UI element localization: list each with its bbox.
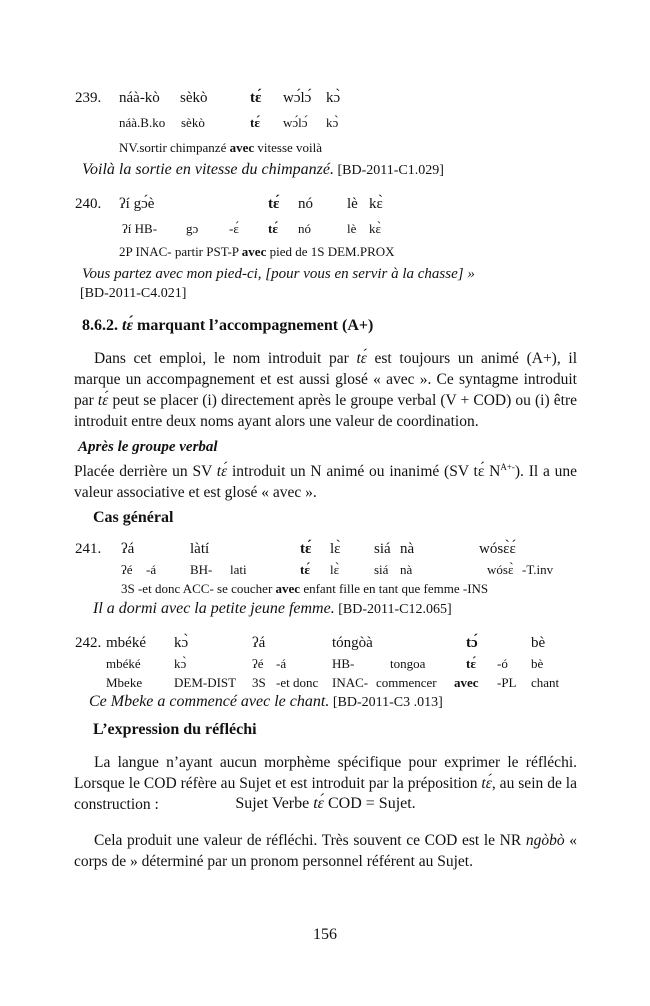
subheading: Après le groupe verbal <box>78 439 218 455</box>
gloss-word: wósɛ̀ɛ́ <box>479 541 516 557</box>
gloss-word: Mbeke <box>106 675 143 690</box>
gloss-word-te: tɛ́ <box>250 90 262 106</box>
translation <box>89 693 443 711</box>
morph-word: wósɛ̀ <box>487 562 514 577</box>
text-run: Cela produit une valeur de réfléchi. Très souvent ce COD est le NR <box>94 832 526 849</box>
gloss-word: làtí <box>190 541 210 557</box>
page-number: 156 <box>313 926 337 943</box>
translation <box>93 600 452 618</box>
section-number: 8.6.2. <box>82 317 118 334</box>
gloss-word: bè <box>531 635 546 651</box>
gloss-text: enfant fille en tant que femme -INS <box>300 581 489 596</box>
gloss-word: ʔí gɔ́è <box>119 196 155 212</box>
morph-word: lati <box>230 562 247 577</box>
morph-word-te: tɛ́ <box>466 656 476 671</box>
reference: [BD-2011-C12.065] <box>334 602 452 617</box>
gloss-word: lɛ̀ <box>330 541 341 557</box>
superscript: A+- <box>500 462 515 472</box>
morph-word: lɛ̀ <box>330 562 340 577</box>
paragraph <box>74 457 577 503</box>
formula <box>74 795 577 813</box>
gloss-word: kɛ̀ <box>369 196 383 212</box>
morph-word: kɔ̀ <box>174 656 187 671</box>
morph-word: -ɛ́ <box>229 221 239 236</box>
morph-word: BH- <box>190 562 213 577</box>
text-run: Placée derrière un SV <box>74 463 217 481</box>
example-number: 239. <box>75 90 102 106</box>
translation: Vous partez avec mon pied-ci, [pour vous en servir à la chasse] » <box>82 266 475 282</box>
gloss-line <box>121 581 488 597</box>
paragraph-text <box>74 830 577 872</box>
section-term: tɛ́ <box>122 317 134 334</box>
morph-word: wɔ́lɔ́ <box>283 115 308 130</box>
gloss-word: náà-kò <box>119 90 160 106</box>
morph-word: sèkò <box>181 115 205 130</box>
morph-word: -T.inv <box>522 562 554 577</box>
term-te: tɛ́ <box>313 795 324 812</box>
paragraph <box>74 348 577 432</box>
text-run: « corps de » déterminé par un pronom personnel référent au Sujet. <box>74 832 577 870</box>
text-run: est toujours un animé (A+), il marque un accompagnement et est aussi glosé « avec ». Ce syntagme introduit par <box>74 350 577 409</box>
gloss-word: siá <box>374 541 391 557</box>
text-run: introduit un N animé ou inanimé (SV tɛ́ N <box>227 463 501 481</box>
morph-word: ʔí HB- <box>122 221 158 236</box>
gloss-avec: avec <box>454 675 479 690</box>
gloss-text: NV.sortir chimpanzé <box>119 140 230 155</box>
morph-word: tongoa <box>390 656 426 671</box>
term-te: tɛ́ <box>481 775 492 792</box>
gloss-word: kɔ̀ <box>326 90 341 106</box>
translation-text: Ce Mbeke a commencé avec le chant. <box>89 693 330 710</box>
morph-word: nó <box>298 221 311 236</box>
translation-text: Voilà la sortie en vitesse du chimpanzé. <box>82 161 334 178</box>
morph-word: kɛ̀ <box>369 221 381 236</box>
gloss-word: DEM-DIST <box>174 675 237 690</box>
term-ngobo: ngòbò <box>525 832 565 849</box>
morph-word: ʔé <box>252 656 264 671</box>
paragraph-text <box>74 348 577 432</box>
gloss-word: INAC- <box>332 675 369 690</box>
gloss-avec: avec <box>241 244 267 259</box>
text-run: COD = Sujet. <box>323 795 416 812</box>
subheading: L’expression du réfléchi <box>93 721 257 738</box>
morph-word: siá <box>374 562 389 577</box>
gloss-word: ʔá <box>121 541 135 557</box>
gloss-word: sèkò <box>180 90 208 106</box>
gloss-word: mbéké <box>106 635 146 651</box>
gloss-word: -et donc <box>276 675 319 690</box>
gloss-line <box>119 244 395 260</box>
reference: [BD-2011-C3 .013] <box>329 695 443 710</box>
gloss-word: nà <box>400 541 415 557</box>
gloss-word: ʔá <box>252 635 266 651</box>
gloss-word: tóngòà <box>332 635 373 651</box>
gloss-word-te: tɛ́ <box>268 196 280 212</box>
subheading: Cas général <box>93 509 174 526</box>
section-heading <box>82 317 373 335</box>
text-run: , au sein de la construction : <box>74 775 577 813</box>
gloss-text: 2P INAC- partir PST-P <box>119 244 242 259</box>
translation-text: Il a dormi avec la petite jeune femme. <box>93 600 335 617</box>
text-run: Sujet Verbe <box>235 795 314 812</box>
gloss-word: wɔ́lɔ́ <box>283 90 312 106</box>
gloss-line <box>119 140 322 156</box>
gloss-word: commencer <box>376 675 437 690</box>
gloss-word: kɔ̀ <box>174 635 189 651</box>
gloss-word-te: tɛ́ <box>300 541 312 557</box>
morph-word-te: tɛ́ <box>250 115 260 130</box>
paragraph-text <box>74 457 577 503</box>
term-te: tɛ́ <box>216 463 228 481</box>
morph-word: gɔ <box>186 221 199 236</box>
gloss-word-te: tɔ́ <box>466 635 478 651</box>
gloss-word: lè <box>347 196 358 212</box>
translation <box>82 161 444 179</box>
term-te: tɛ́ <box>356 350 367 367</box>
gloss-word: chant <box>531 675 560 690</box>
morph-word-te: tɛ́ <box>268 221 278 236</box>
morph-word: náà.B.ko <box>119 115 166 130</box>
text-run: peut se placer (i) directement après le groupe verbal (V + COD) ou (i) être introduit entre deux noms ayant alors une valeur de coordination. <box>74 392 577 430</box>
gloss-word: nó <box>298 196 313 212</box>
morph-word: nà <box>400 562 413 577</box>
morph-word: lè <box>347 221 357 236</box>
morph-word-te: tɛ́ <box>300 562 310 577</box>
reference: [BD-2011-C1.029] <box>333 163 444 178</box>
example-number: 240. <box>75 196 102 212</box>
gloss-avec: avec <box>229 140 255 155</box>
example-number: 242. <box>75 635 102 651</box>
morph-word: mbéké <box>106 656 141 671</box>
term-te: tɛ́ <box>97 392 109 409</box>
section-title: marquant l’accompagnement (A+) <box>133 317 374 334</box>
text-run: ). Il a une valeur associative et est glosé « avec ». <box>74 463 577 502</box>
morph-word: kɔ̀ <box>326 115 339 130</box>
gloss-text: 3S -et donc ACC- se coucher <box>121 581 276 596</box>
gloss-word: -PL <box>497 675 517 690</box>
gloss-text: pied de 1S DEM.PROX <box>266 244 395 259</box>
gloss-word: 3S <box>252 675 266 690</box>
morph-word: -á <box>276 656 287 671</box>
reference: [BD-2011-C4.021] <box>80 286 187 301</box>
morph-word: -ó <box>497 656 508 671</box>
morph-word: ʔé <box>121 562 133 577</box>
morph-word: bè <box>531 656 544 671</box>
gloss-text: vitesse voilà <box>254 140 323 155</box>
gloss-avec: avec <box>275 581 301 596</box>
morph-word: -á <box>146 562 157 577</box>
text-run: Dans cet emploi, le nom introduit par <box>94 350 357 367</box>
paragraph <box>74 830 577 872</box>
text-run: La langue n’ayant aucun morphème spécifique pour exprimer le réfléchi. Lorsque le COD réfère au Sujet et est introduit par la préposition <box>74 754 577 792</box>
morph-word: HB- <box>332 656 355 671</box>
example-number: 241. <box>75 541 102 557</box>
